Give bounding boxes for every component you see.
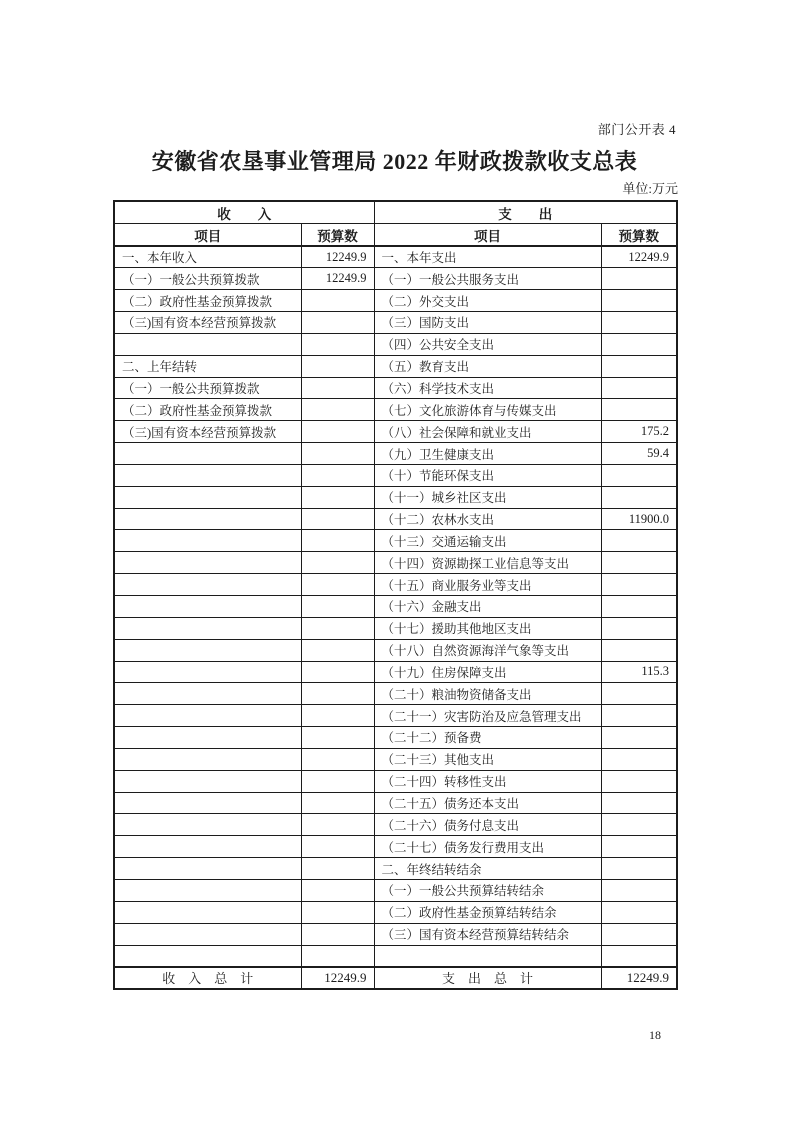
expense-item-cell: （二十二）预备费 [374,727,601,749]
table-row [114,421,677,443]
income-item-cell [114,617,301,639]
expense-budget-cell: 59.4 [601,443,677,465]
table-row [114,748,677,770]
expense-budget-cell [601,399,677,421]
table-row [114,268,677,290]
income-budget-cell [301,617,374,639]
expense-budget-cell [601,727,677,749]
expense-budget-cell: 175.2 [601,421,677,443]
expense-item-cell: （八）社会保障和就业支出 [374,421,601,443]
page-title: 安徽省农垦事业管理局 2022 年财政拨款收支总表 [151,149,638,174]
income-budget-cell [301,901,374,923]
page-number: 18 [649,1028,661,1042]
expense-budget-cell: 115.3 [601,661,677,683]
income-budget-cell [301,399,374,421]
expense-budget-cell [601,530,677,552]
table-row [114,617,677,639]
expense-item-cell: （七）文化旅游体育与传媒支出 [374,399,601,421]
expense-item-column-header: 项目 [374,224,601,247]
expense-budget-cell [601,464,677,486]
income-item-cell: （一）一般公共预算拨款 [114,268,301,290]
expense-item-cell: （三）国有资本经营预算结转结余 [374,923,601,945]
expense-item-cell: （十六）金融支出 [374,596,601,618]
table-row [114,464,677,486]
expense-budget-cell [601,792,677,814]
income-item-cell [114,879,301,901]
expense-item-cell: （十九）住房保障支出 [374,661,601,683]
expense-budget-cell [601,312,677,334]
income-budget-cell [301,770,374,792]
table-row [114,552,677,574]
income-item-cell [114,486,301,508]
table-row [114,814,677,836]
expense-budget-cell [601,596,677,618]
expense-budget-column-header: 预算数 [601,224,677,247]
income-budget-cell [301,748,374,770]
income-budget-cell [301,596,374,618]
table-row [114,399,677,421]
income-budget-cell [301,486,374,508]
expense-item-cell: （三）国防支出 [374,312,601,334]
section-header-row [114,201,677,224]
table-row [114,312,677,334]
income-total-label: 收 入 总 计 [114,967,301,989]
expense-item-cell: （一）一般公共服务支出 [374,268,601,290]
expense-item-cell: （十）节能环保支出 [374,464,601,486]
expense-budget-cell [601,486,677,508]
income-budget-cell [301,923,374,945]
income-item-column-header: 项目 [114,224,301,247]
expense-budget-cell [601,945,677,967]
income-budget-cell [301,836,374,858]
income-budget-cell [301,705,374,727]
table-row [114,705,677,727]
expense-budget-cell [601,268,677,290]
table-row [114,727,677,749]
income-total-value: 12249.9 [301,967,374,989]
income-item-cell [114,792,301,814]
income-budget-cell: 12249.9 [301,246,374,268]
income-budget-cell [301,290,374,312]
expense-item-cell: （二十）粮油物资储备支出 [374,683,601,705]
expense-item-cell: （四）公共安全支出 [374,333,601,355]
budget-summary-table [113,200,678,990]
table-row [114,355,677,377]
table-row [114,792,677,814]
income-item-cell [114,836,301,858]
table-row [114,770,677,792]
income-item-cell [114,530,301,552]
income-budget-cell [301,421,374,443]
income-item-cell [114,748,301,770]
income-budget-cell [301,355,374,377]
table-row [114,290,677,312]
expense-budget-cell [601,333,677,355]
income-section-header: 收 入 [114,201,374,224]
income-budget-cell [301,508,374,530]
income-budget-cell [301,639,374,661]
expense-item-cell [374,945,601,967]
expense-item-cell: 一、本年支出 [374,246,601,268]
expense-item-cell: （十七）援助其他地区支出 [374,617,601,639]
table-row [114,858,677,880]
table-row [114,639,677,661]
income-item-cell [114,814,301,836]
expense-budget-cell [601,290,677,312]
expense-budget-cell [601,617,677,639]
income-item-cell [114,770,301,792]
income-budget-column-header: 预算数 [301,224,374,247]
expense-item-cell: （十一）城乡社区支出 [374,486,601,508]
income-budget-cell [301,727,374,749]
expense-item-cell: 二、年终结转结余 [374,858,601,880]
income-item-cell [114,923,301,945]
expense-item-cell: （十三）交通运输支出 [374,530,601,552]
income-item-cell [114,443,301,465]
income-budget-cell [301,312,374,334]
table-row [114,879,677,901]
expense-item-cell: （二）政府性基金预算结转结余 [374,901,601,923]
income-item-cell [114,705,301,727]
table-row [114,333,677,355]
expense-budget-cell [601,748,677,770]
table-row [114,836,677,858]
income-item-cell [114,858,301,880]
expense-budget-cell [601,879,677,901]
table-row [114,923,677,945]
expense-budget-cell: 12249.9 [601,246,677,268]
doc-public-table-label: 部门公开表 4 [597,122,676,137]
table-row [114,574,677,596]
income-budget-cell [301,879,374,901]
expense-budget-cell [601,552,677,574]
expense-item-cell: （六）科学技术支出 [374,377,601,399]
income-budget-cell [301,858,374,880]
income-item-cell [114,901,301,923]
income-item-cell: 二、上年结转 [114,355,301,377]
income-item-cell [114,727,301,749]
expense-budget-cell: 11900.0 [601,508,677,530]
column-header-row [114,224,677,247]
income-budget-cell [301,814,374,836]
expense-budget-cell [601,858,677,880]
expense-budget-cell [601,377,677,399]
expense-budget-cell [601,683,677,705]
table-row [114,486,677,508]
table-row [114,443,677,465]
expense-item-cell: （十五）商业服务业等支出 [374,574,601,596]
income-item-cell [114,574,301,596]
expense-item-cell: （二）外交支出 [374,290,601,312]
table-row [114,901,677,923]
income-item-cell [114,464,301,486]
expense-item-cell: （九）卫生健康支出 [374,443,601,465]
income-item-cell: 一、本年收入 [114,246,301,268]
table-row [114,530,677,552]
table-row [114,246,677,268]
income-budget-cell [301,683,374,705]
expense-item-cell: （二十五）债务还本支出 [374,792,601,814]
table-row [114,683,677,705]
income-item-cell [114,661,301,683]
expense-budget-cell [601,901,677,923]
expense-item-cell: （十二）农林水支出 [374,508,601,530]
income-item-cell [114,508,301,530]
expense-item-cell: （二十一）灾害防治及应急管理支出 [374,705,601,727]
unit-label: 单位:万元 [622,181,678,196]
income-item-cell [114,639,301,661]
expense-item-cell: （十四）资源勘探工业信息等支出 [374,552,601,574]
expense-budget-cell [601,836,677,858]
income-item-cell [114,552,301,574]
expense-budget-cell [601,814,677,836]
expense-item-cell: （五）教育支出 [374,355,601,377]
table-row [114,661,677,683]
expense-item-cell: （一）一般公共预算结转结余 [374,879,601,901]
income-budget-cell [301,443,374,465]
income-item-cell [114,945,301,967]
expense-budget-cell [601,355,677,377]
table-row [114,508,677,530]
income-item-cell: （三)国有资本经营预算拨款 [114,421,301,443]
table-row [114,596,677,618]
income-budget-cell [301,574,374,596]
total-row [114,967,677,989]
income-budget-cell: 12249.9 [301,268,374,290]
income-item-cell: （三)国有资本经营预算拨款 [114,312,301,334]
income-budget-cell [301,464,374,486]
expense-item-cell: （二十六）债务付息支出 [374,814,601,836]
table-body [114,246,677,967]
table-row [114,377,677,399]
income-budget-cell [301,661,374,683]
expense-item-cell: （二十七）债务发行费用支出 [374,836,601,858]
income-item-cell [114,683,301,705]
expense-budget-cell [601,705,677,727]
expense-total-value: 12249.9 [601,967,677,989]
expense-item-cell: （二十四）转移性支出 [374,770,601,792]
income-item-cell [114,333,301,355]
expense-budget-cell [601,923,677,945]
income-budget-cell [301,377,374,399]
income-budget-cell [301,945,374,967]
expense-total-label: 支 出 总 计 [374,967,601,989]
expense-budget-cell [601,639,677,661]
expense-item-cell: （十八）自然资源海洋气象等支出 [374,639,601,661]
income-item-cell: （二）政府性基金预算拨款 [114,290,301,312]
expense-section-header: 支 出 [374,201,677,224]
table-row [114,945,677,967]
income-item-cell: （一）一般公共预算拨款 [114,377,301,399]
expense-budget-cell [601,574,677,596]
income-budget-cell [301,333,374,355]
income-item-cell: （二）政府性基金预算拨款 [114,399,301,421]
expense-item-cell: （二十三）其他支出 [374,748,601,770]
income-item-cell [114,596,301,618]
income-budget-cell [301,792,374,814]
expense-budget-cell [601,770,677,792]
income-budget-cell [301,530,374,552]
income-budget-cell [301,552,374,574]
